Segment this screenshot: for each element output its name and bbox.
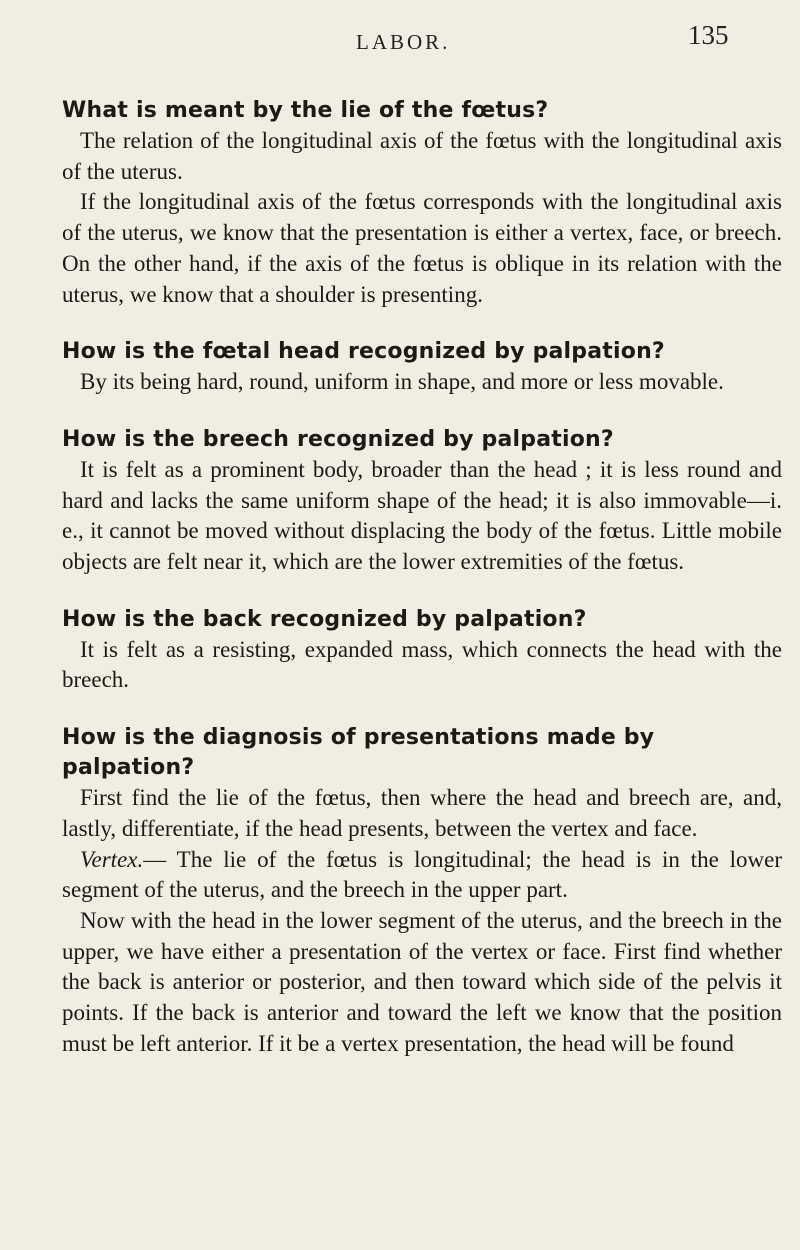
section-breech-palpation: [62, 425, 782, 578]
answer-paragraph: The relation of the longitudinal axis of the fœtus with the longitudinal axis of the uterus.: [62, 128, 782, 184]
answer-paragraph: Now with the head in the lower segment of the uterus, and the breech in the upper, we have either a presentation of the vertex or face. First find whether the back is anterior or posterior, and then toward which side of the pelvis it points. If the back is anterior and toward the left we know that the position must be left anterior. If it be a vertex presentation, the head will be found: [62, 907, 782, 1056]
section-head-palpation: [62, 337, 782, 398]
vertex-term: Vertex.: [80, 846, 144, 872]
running-title: LABOR.: [356, 30, 451, 54]
answer-paragraph: It is felt as a prominent body, broader than the head ; it is less round and hard and lacks the same uniform shape of the head; it is also immovable—i. e., it cannot be moved without displacing the body of the fœtus. Little mobile objects are felt near it, which are the lower extremities of the fœtus.: [62, 456, 782, 575]
question-heading: How is the fœtal head recognized by palpation?: [62, 339, 665, 365]
page-body: [62, 96, 782, 1086]
vertex-paragraph: [62, 845, 782, 906]
section-diagnosis-palpation: [62, 723, 782, 1059]
question-heading: How is the breech recognized by palpation?: [62, 426, 614, 452]
answer-paragraph: It is felt as a resisting, expanded mass, which connects the head with the breech.: [62, 636, 782, 693]
page-number: 135: [688, 20, 729, 50]
section-lie-of-foetus: [62, 96, 782, 310]
question-heading: How is the diagnosis of presentations made by palpation?: [62, 725, 655, 781]
question-heading: How is the back recognized by palpation?: [62, 606, 587, 632]
question-heading: What is meant by the lie of the fœtus?: [62, 98, 549, 123]
answer-paragraph: First find the lie of the fœtus, then where the head and breech are, and, lastly, differentiate, if the head presents, between the vertex and face.: [62, 785, 782, 841]
answer-paragraph: If the longitudinal axis of the fœtus corresponds with the longitudinal axis of the uterus, we know that the presentation is either a vertex, face, or breech. On the other hand, if the axis of the fœtus is oblique in its relation with the uterus, we know that a shoulder is presenting.: [62, 189, 782, 307]
section-back-palpation: [62, 605, 782, 696]
answer-paragraph: By its being hard, round, uniform in shape, and more or less movable.: [80, 369, 724, 395]
vertex-text: — The lie of the fœtus is longitudinal; the head is in the lower segment of the uterus, and the breech in the upper part.: [62, 846, 782, 903]
